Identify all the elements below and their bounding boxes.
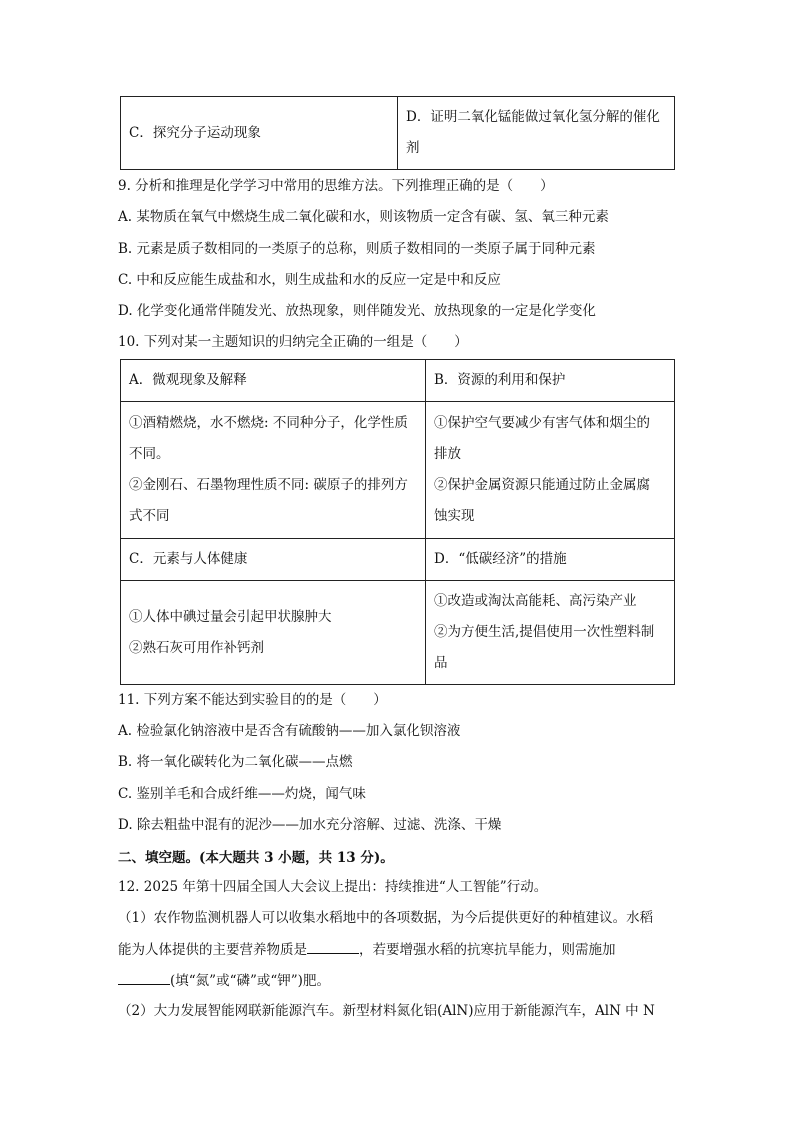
- q12-part1-line3: (填“氮”或“磷”或“钾”)肥。: [118, 970, 678, 991]
- q11-option-b: B. 将一氧化碳转化为二氧化碳——点燃: [118, 754, 353, 770]
- q10-d-content: ①改造或淘汰高能耗、高污染产业 ②为方便生活,提倡使用一次性塑料制 品: [426, 581, 675, 685]
- q8-options-table: [120, 96, 675, 170]
- q12-part2-line1: （2）大力发展智能网联新能源汽车。新型材料氮化铝(AlN)应用于新能源汽车，AlN 中 N: [118, 1003, 655, 1019]
- q11-option-a: A. 检验氯化钠溶液中是否含有硫酸钠——加入氯化钡溶液: [118, 723, 461, 739]
- q10-d-header: D．“低碳经济”的措施: [426, 539, 675, 581]
- q10-stem: 10. 下列对某一主题知识的归纳完全正确的一组是（ ）: [118, 334, 468, 350]
- q9-option-c: C. 中和反应能生成盐和水，则生成盐和水的反应一定是中和反应: [118, 272, 501, 288]
- q12-part1-line1: （1）农作物监测机器人可以收集水稻地中的各项数据，为今后提供更好的种植建议。水稻: [118, 910, 654, 926]
- q11-option-d: D. 除去粗盐中混有的泥沙——加水充分溶解、过滤、洗涤、干燥: [118, 817, 502, 833]
- answer-blank-1[interactable]: [307, 939, 359, 954]
- q9-option-a: A. 某物质在氧气中燃烧生成二氧化碳和水，则该物质一定含有碳、氢、氧三种元素: [118, 209, 609, 225]
- q10-table: [120, 359, 675, 685]
- q12-part1-line2: 能为人体提供的主要营养物质是 ，若要增强水稻的抗寒抗旱能力，则需施加: [118, 939, 678, 960]
- q11-stem: 11. 下列方案不能达到实验目的的是（ ）: [118, 692, 387, 708]
- q9-option-d: D. 化学变化通常伴随发光、放热现象，则伴随发光、放热现象的一定是化学变化: [118, 303, 596, 319]
- q12-stem: 12. 2025 年第十四届全国人大会议上提出：持续推进“人工智能”行动。: [118, 879, 548, 895]
- q10-c-header: C．元素与人体健康: [121, 539, 426, 581]
- q11-option-c: C. 鉴别羊毛和合成纤维——灼烧，闻气味: [118, 786, 366, 802]
- q10-b-header: B．资源的利用和保护: [426, 360, 675, 402]
- answer-blank-2[interactable]: [118, 970, 170, 985]
- q10-c-content: ①人体中碘过量会引起甲状腺肿大 ②熟石灰可用作补钙剂: [121, 581, 426, 685]
- q10-b-content: ①保护空气要减少有害气体和烟尘的 排放 ②保护金属资源只能通过防止金属腐 蚀实现: [426, 402, 675, 539]
- q8-option-c: C．探究分子运动现象: [121, 97, 398, 170]
- q9-stem: 9. 分析和推理是化学学习中常用的思维方法。下列推理正确的是（ ）: [118, 178, 554, 194]
- q9-option-b: B. 元素是质子数相同的一类原子的总称，则质子数相同的一类原子属于同种元素: [118, 241, 596, 257]
- q8-option-d: D．证明二氧化锰能做过氧化氢分解的催化 剂: [398, 97, 675, 170]
- section-heading: 二、填空题。(本大题共 3 小题，共 13 分)。: [118, 850, 394, 866]
- q10-a-header: A．微观现象及解释: [121, 360, 426, 402]
- q10-a-content: ①酒精燃烧，水不燃烧: 不同种分子，化学性质 不同。 ②金刚石、石墨物理性质不同: 碳原子的排列方 式不同: [121, 402, 426, 539]
